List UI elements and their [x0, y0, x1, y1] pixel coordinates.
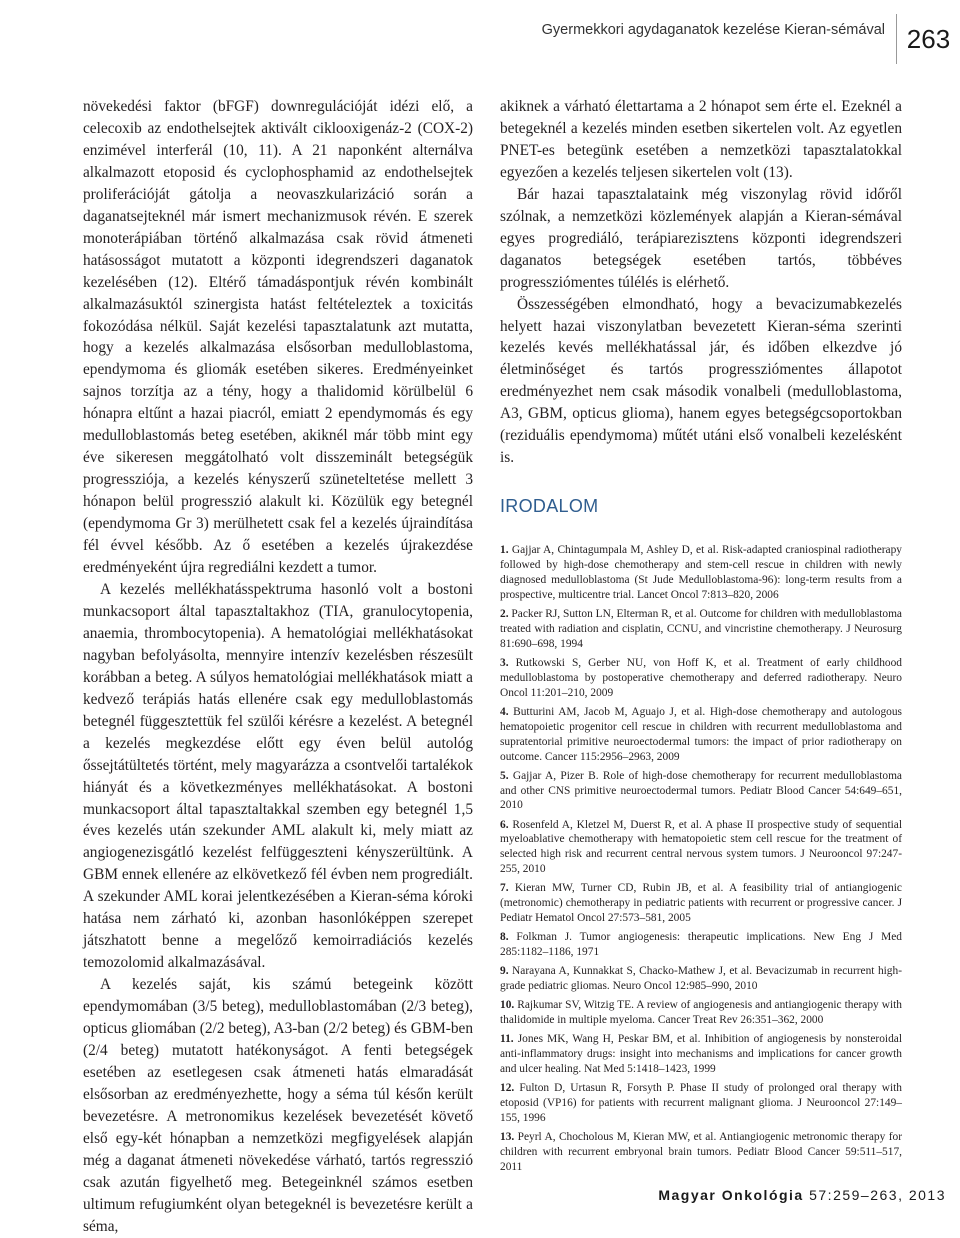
reference-text: Kieran MW, Turner CD, Rubin JB, et al. A feasibility trial of antiangiogenic (metronomic) chemotherapy in pediatric patients with recurrent or progressive cancer. J Pediatr Hematol Oncol 27:573–581, 2005 [500, 882, 902, 925]
reference-item [500, 881, 902, 926]
reference-text: Rosenfeld A, Kletzel M, Duerst R, et al. A phase II prospective study of sequential myeloablative chemotherapy with hematopoietic stem cell rescue for the treatment of selected high risk and recurrent central nervous system tumors. J Neurooncol 97:247-255, 2010 [500, 818, 902, 876]
reference-number: 1. [500, 544, 509, 557]
reference-item [500, 769, 902, 814]
reference-number: 11. [500, 1033, 514, 1046]
reference-item [500, 607, 902, 652]
reference-number: 12. [500, 1082, 515, 1095]
reference-item [500, 818, 902, 878]
reference-number: 8. [500, 931, 509, 944]
reference-number: 7. [500, 882, 509, 895]
reference-number: 5. [500, 769, 509, 782]
reference-text: Gajjar A, Pizer B. Role of high-dose chemotherapy for recurrent medulloblastoma and other CNS primitive neuroectodermal tumors. Pediatr Blood Cancer 54:649–651, 2010 [500, 769, 902, 812]
reference-item [500, 543, 902, 603]
reference-item [500, 964, 902, 994]
reference-text: Rajkumar SV, Witzig TE. A review of angiogenesis and antiangiogenic therapy with thalidomide in multiple myeloma. Cancer Treat Rev 26:351–362, 2000 [500, 999, 902, 1027]
reference-number: 6. [500, 818, 509, 831]
left-column [83, 96, 473, 1238]
reference-text: Gajjar A, Chintagumpala M, Ashley D, et al. Risk-adapted craniospinal radiotherapy followed by high-dose chemotherapy and stem-cell rescue in children with newly diagnosed medulloblastoma (St Jude Medulloblastoma-96): long-term results from a prospective, multicentre trial. Lancet Oncol 7:813–820, 2006 [500, 544, 902, 601]
body-paragraph: akiknek a várható élettartama a 2 hónapot sem érte el. Ezeknél a betegeknél a kezelés minden esetben sikertelen volt. Az egyetlen PNET-es betegünk esetében a nemzetközi tapasztalatokkal egyezően a kezelés teljesen sikertelen volt (13). [500, 98, 902, 181]
body-paragraph: Bár hazai tapasztalataink még viszonylag rövid időről szólnak, a nemzetközi közlemények alapján a Kieran-sémával egyes progrediáló, terápiarezisztens központi idegrendszeri daganatos betegségek esetében tartós, többéves progressziómentes túlélés is elérhető. [500, 185, 902, 291]
reference-text: Jones MK, Wang H, Peskar BM, et al. Inhibition of angiogenesis by nonsteroidal anti-inflammatory drugs: insight into mechanisms and implications for cancer growth and ulcer healing. Nat Med 5:1418–1423, 1999 [500, 1033, 902, 1076]
references-heading: IRODALOM [500, 496, 599, 517]
reference-item [500, 705, 902, 765]
body-paragraph: Összességében elmondható, hogy a bevacizumabkezelés helyett hazai viszonylatban bevezetett Kieran-séma szerinti kezelés kevés mellékhatással jár, és időben elkezdve jó életminőséget és tartós progressziómentes állapotot eredményezhet nem csak második vonalbeli (medulloblastoma, A3, GBM, opticus glioma), hanem egyes betegségcsoportokban (reziduális ependymoma) műtét utáni első vonalbeli kezelésként is. [500, 295, 902, 467]
reference-list [500, 543, 902, 1175]
reference-text: Peyrl A, Chocholous M, Kieran MW, et al. Antiangiogenic metronomic therapy for children with recurrent embryonal brain tumors. Pediatr Blood Cancer 59:511–517, 2011 [500, 1131, 902, 1173]
reference-number: 13. [500, 1131, 515, 1144]
body-paragraph: A kezelés saját, kis számú betegeink között ependymomában (3/5 beteg), medulloblastomában (2/3 beteg), opticus gliomában (2/2 beteg), A3-ban (2/2 beteg) és GBM-ben (2/4 beteg) mutatott hatékonyságot. A fenti betegségek esetében az esetlegesen csak átmeneti hatás elmaradását elsősorban az eredményezhette, hogy a séma túl későn került bevezetésre. A metronomikus kezelések bevezetését követő első egy-két hónapban a nemzetközi megfigyelések alapján még a daganat átmeneti növekedése várható, tartós regresszió csak azután figyelhető meg. Betegeinknél számos esetben ultimum refugiumként olyan betegeknél is bevezetésre került a séma, [83, 976, 473, 1235]
reference-item [500, 656, 902, 701]
reference-text: Fulton D, Urtasun R, Forsyth P. Phase II study of prolonged oral therapy with etoposid (VP16) for patients with recurrent malignant glioma. J Neurooncol 27:149–155, 1996 [500, 1082, 902, 1124]
reference-number: 9. [500, 965, 509, 978]
page-footer [658, 1187, 946, 1203]
reference-text: Rutkowski S, Gerber NU, von Hoff K, et al. Treatment of early childhood medulloblastoma by postoperative chemotherapy and deferred radiotherapy. Neuro Oncol 11:201–210, 2009 [500, 656, 902, 699]
reference-text: Folkman J. Tumor angiogenesis: therapeutic implications. New Eng J Med 285:1182–1186, 1971 [500, 931, 902, 959]
body-paragraph: A kezelés mellékhatásspektruma hasonló volt a bostoni munkacsoport által tapasztaltakhoz (TIA, granulocytopenia, anaemia, thrombocytopenia). A hematológiai mellékhatásokat nagyban befolyásolta, mennyire intenzív kezelésben részesült korábban a beteg. A súlyos hematológiai mellékhatások miatt a kedvező terápiás hatás ellenére csak egy medulloblastomás betegnél függesztettük fel szülői kérésre a kezelést. A betegnél a kezelés megkezdése előtt egy éven belül autológ őssejtátültetés történt, mely magyarázza a csontvelői tartalékok hiányát és a következményes mellékhatásokat. A bostoni munkacsoport által tapasztaltakkal szemben egy betegnél 1,5 éves kezelés után szekunder AML alakult ki, mely miatt az angiogenezisgátló kezelést felfüggeszteni kényszerültünk. A GBM ennek ellenére az elkövetkező fél évben nem progrediált. A szekunder AML korai jelentkezésében a Kieran-séma kóroki hatása nem zárható ki, azonban hasonlóképpen szerepet játszhatott benne a megelőző kemoirradiációs kezelés temozolomid alkalmazásával. [83, 580, 473, 972]
body-paragraph: növekedési faktor (bFGF) downregulációját idézi elő, a celecoxib az endothelsejtek aktivált ciklooxigenáz-2 (COX-2) enzimével interferál (10, 11). A 21 naponként alternálva alkalmazott etoposid és cyclophosphamid az endothelsejtek proliferációját gátolja a neovaszkularizáció során a daganatsejteknél már ismert mechanizmusok révén. E szerek monoterápiában történő alkalmazása csak rövid átmeneti hatásosságot mutatott a központi idegrendszeri daganatok kezelésében (12). Eltérő támadáspontjuk révén kombinált alkalmazásuktól szinergista hatást feltételeztek a toxicitás fokozódása nélkül. Saját kezelési tapasztalatunk azt mutatta, hogy a kezelés alkalmazása elsősorban medulloblastoma, ependymoma és gliomák esetében sikeres. Eredményeinket sajnos torzítja az a tény, hogy a thalidomid körülbelül 6 hónapra eltűnt a hazai piacról, emiatt 2 ependymomás és egy medulloblastomás beteg esetében, akiknél már több mint egy éve sikeresen meggátolható volt disszeminált betegségük progressziója, a kezelés kényszerű szüneteltetése mellett 3 hónapon belül progresszió alakult ki. Közülük egy betegnél (ependymoma Gr 3) merülhetett csak fel a kezelés újraindítása fél évvel később. Az ő esetében a kezelés újrakezdése eredményeként újra regrediálni kezdett a tumor. [83, 98, 473, 577]
journal-name: Magyar Onkológia [658, 1187, 804, 1203]
reference-number: 10. [500, 999, 515, 1012]
reference-item [500, 998, 902, 1028]
reference-number: 3. [500, 656, 509, 669]
reference-item [500, 1081, 902, 1126]
running-title: Gyermekkori agydaganatok kezelése Kieran-sémával [541, 22, 885, 38]
reference-item [500, 1032, 902, 1077]
reference-text: Packer RJ, Sutton LN, Elterman R, et al. Outcome for children with medulloblastoma treated with radiation and cisplatin, CCNU, and vincristine chemotherapy. J Neurosurg 81:690–698, 1994 [500, 607, 902, 650]
running-head [0, 14, 960, 54]
reference-item [500, 1130, 902, 1175]
reference-item [500, 930, 902, 960]
reference-number: 2. [500, 607, 509, 620]
reference-text: Narayana A, Kunnakkat S, Chacko-Mathew J, et al. Bevacizumab in recurrent high-grade pediatric gliomas. Neuro Oncol 12:985–990, 2010 [500, 965, 902, 993]
right-column [500, 96, 902, 1179]
page-number: 263 [896, 14, 960, 64]
reference-text: Butturini AM, Jacob M, Aguajo J, et al. High-dose chemotherapy and autologous hematopoietic progenitor cell rescue in children with recurrent medulloblastoma and supratentorial primitive neuroectodermal tumors: the impact of prior radiotherapy on outcome. Cancer 115:2956–2963, 2009 [500, 705, 902, 763]
journal-citation: 57:259–263, 2013 [809, 1187, 946, 1203]
reference-number: 4. [500, 705, 509, 718]
